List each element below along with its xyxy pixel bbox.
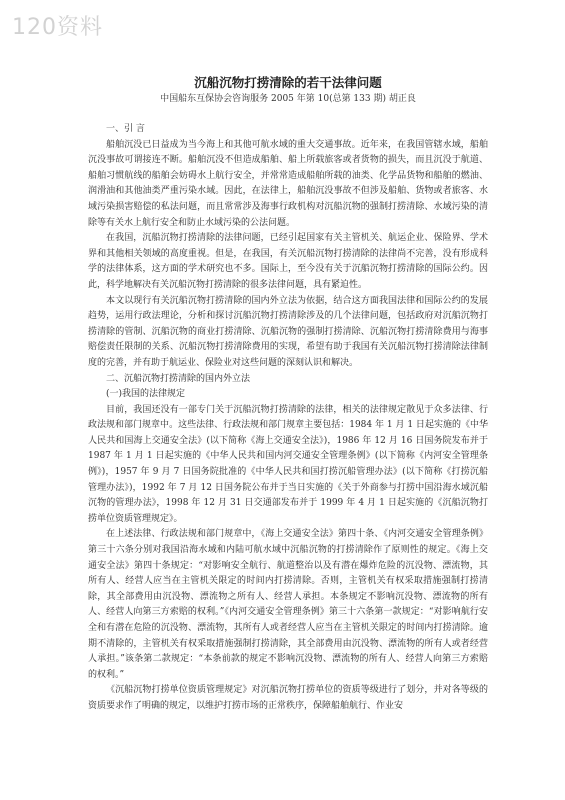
section-heading-introduction: 一、引 言 bbox=[106, 124, 145, 134]
page-subtitle: 中国船东互保协会咨询服务 2005 年第 10(总第 133 期) 胡正良 bbox=[160, 94, 416, 104]
page-title: 沉船沉物打捞清除的若干法律问题 bbox=[194, 75, 382, 90]
document-page bbox=[88, 66, 488, 715]
paragraph: 目前，我国还没有一部专门关于沉船沉物打捞清除的法律，相关的法律规定散见于众多法律、行政法规和部门规章中。这些法律、行政法规和部门规章主要包括：1984 年 1 月 1 日起实施的《中华人民共和国海上交通安全法》(以下简称《海上交通安全法》)，1986 年 12 月 16 日国务院发布并于 1987 年 1 月 1 日起实施的《中华人民共和国内河交通安全管理条例》(以下简称《内河安全管理条例》)，1957 年 9 月 7 日国务院批准的《中华人民共和国打捞沉船管理办法》(以下简称《打捞沉船管理办法》)，1992 年 7 月 12 日国务院公布并于当日实施的《关于外商参与打捞中国沿海水域沉船沉物的管理办法》，1998 年 12 月 31 日交通部发布并于 1999 年 4 月 1 日起实施的《沉船沉物打捞单位资质管理规定》。 bbox=[88, 404, 488, 524]
section-heading-legislation: 二、沉船沉物打捞清除的国内外立法 bbox=[106, 373, 251, 384]
subsection-heading-domestic-law: (一)我国的法律规定 bbox=[106, 389, 186, 400]
paragraph: 《沉船沉物打捞单位资质管理规定》对沉船沉物打捞单位的资质等级进行了划分，并对各等级的资质要求作了明确的规定，以维护打捞市场的正常秩序，保障船舶航行、作业安 bbox=[88, 685, 488, 711]
watermark-logo: 120资料 bbox=[12, 15, 103, 40]
paragraph: 在上述法律、行政法规和部门规章中，《海上交通安全法》第四十条、《内河交通安全管理条例》第三十六条分别对我国沿海水域和内陆可航水域中沉船沉物的打捞清除作了原则性的规定。《海上交通安全法》第四十条规定：“对影响安全航行、航道整治以及有潜在爆炸危险的沉没物、漂流物，其所有人、经营人应当在主管机关限定的时间内打捞清除。否则，主管机关有权采取措施强制打捞清除，其全部费用由沉没物、漂流物之所有人、经营人承担。本条规定不影响沉没物、漂流物的所有人、经营人向第三方索赔的权利。”《内河交通安全管理条例》第三十六条第一款规定：“对影响航行安全和有潜在危险的沉没物、漂流物，其所有人或者经营人应当在主管机关限定的时间内打捞清除。逾期不清除的，主管机关有权采取措施强制打捞清除，其全部费用由沉没物、漂流物的所有人或者经营人承担。”该条第二款规定：“本条前款的规定不影响沉没物、漂流物的所有人、经营人向第三方索赔的权利。” bbox=[88, 529, 488, 680]
paragraph: 在我国，沉船沉物打捞清除的法律问题，已经引起国家有关主管机关、航运企业、保险界、学术界和其他相关领域的高度重视。但是，在我国，有关沉船沉物打捞清除的法律尚不完善，没有形成科学的法律体系，这方面的学术研究也不多。国际上，至今没有关于沉船沉物打捞清除的国际公约。因此，科学地解决有关沉船沉物打捞清除的很多法律问题，具有紧迫性。 bbox=[88, 233, 488, 290]
paragraph: 本文以现行有关沉船沉物打捞清除的国内外立法为依据，结合这方面我国法律和国际公约的发展趋势，运用行政法理论，分析和探讨沉船沉物打捞清除涉及的几个法律问题，包括政府对沉船沉物打捞清除的管制、沉船沉物的商业打捞清除、沉船沉物的强制打捞清除、沉船沉物打捞清除费用与海事赔偿责任限制的关系、沉船沉物打捞清除费用的实现，希望有助于我国有关沉船沉物打捞清除法律制度的完善，并有助于航运业、保险业对这些问题的深刻认识和解决。 bbox=[88, 295, 488, 368]
paragraph: 船舶沉没已日益成为当今海上和其他可航水域的重大交通事故。近年来，在我国管辖水域，船舶沉没事故可谓接连不断。船舶沉没不但造成船舶、船上所载旅客或者货物的损失，而且沉没于航道、船舶习惯航线的船舶会妨碍水上航行安全，并常常造成船舶所载的油类、化学品货物和船舶的燃油、润滑油和其他油类严重污染水域。因此，在法律上，船舶沉没事故不但涉及船舶、货物或者旅客、水域污染损害赔偿的私法问题，而且常常涉及海事行政机构对沉船沉物的强制打捞清除、水域污染的清除等有关水上航行安全和防止水域污染的公法问题。 bbox=[88, 139, 488, 228]
